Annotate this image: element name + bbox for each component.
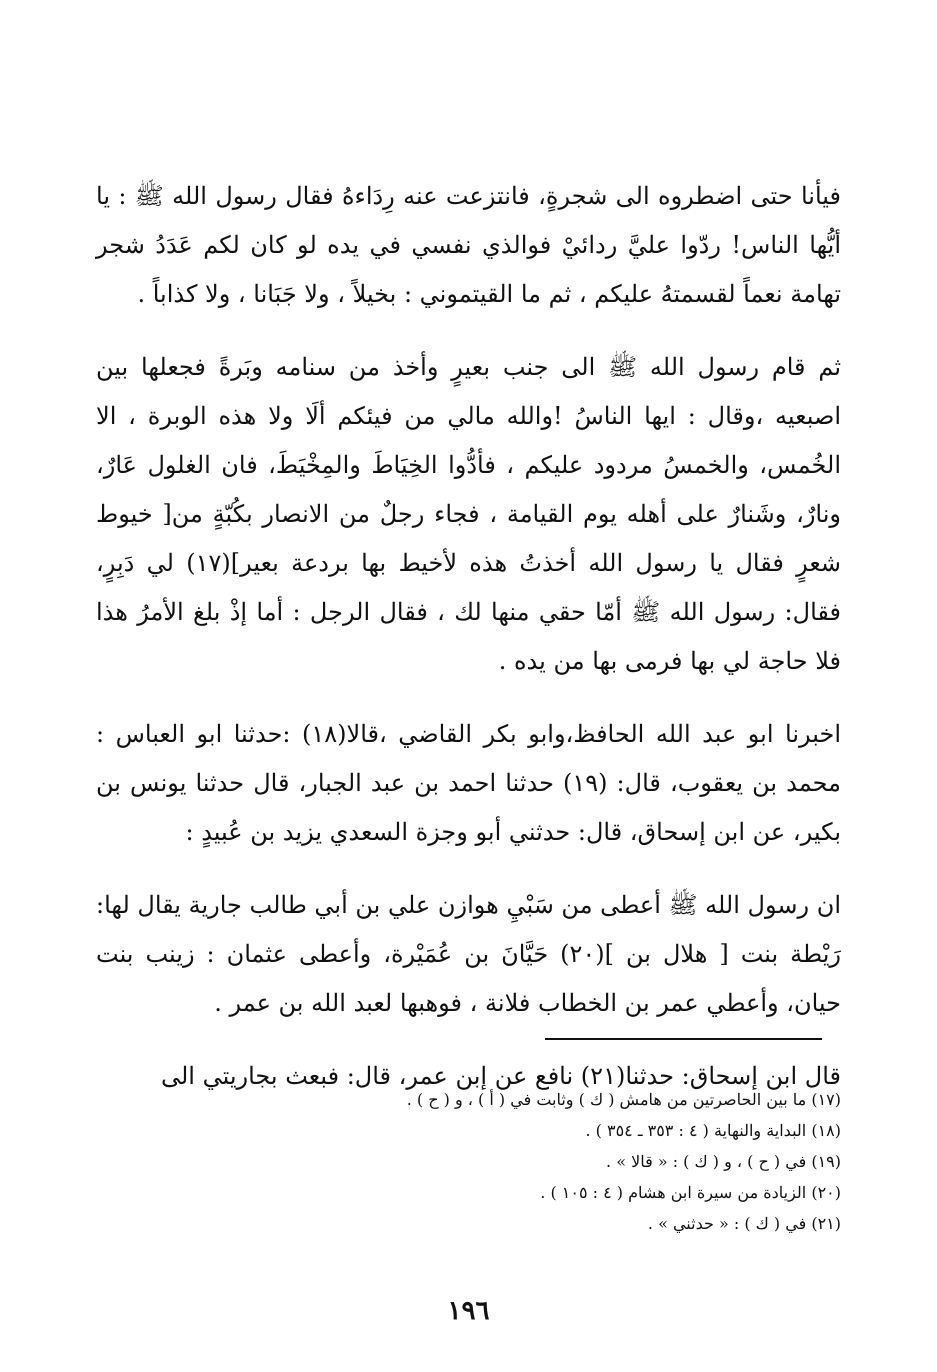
paragraph-4: ان رسول الله ﷺ أعطى من سَبْيِ هوازن علي بن أبي طالب جارية يقال لها: رَيْطة بنت [ هلال بن ](٢٠) حَيَّانَ بن عُمَيْرة، وأعطى عثمان : زينب بنت حيان، وأعطي عمر بن الخطاب فلانة ، فوهبها لعبد الله بن عمر . (95, 891, 841, 1017)
paragraph-5: قال ابن إسحاق: حدثنا(٢١) نافع عن إبن عمر، قال: فبعث بجاريتي الى (160, 1062, 841, 1090)
page-number: ١٩٦ (447, 1296, 490, 1326)
footnote-20: (٢٠) الزيادة من سيرة ابن هشام ( ٤ : ١٠٥ ) . (540, 1183, 841, 1202)
footnote-17: (١٧) ما بين الحاصرتين من هامش ( ك ) وثابت في ( أ ) ، و ( ح ) . (406, 1090, 841, 1109)
footnote-separator (545, 1038, 822, 1040)
footnote-21: (٢١) في ( ك ) : « حدثني » . (647, 1214, 841, 1233)
paragraph-2: ثم قام رسول الله ﷺ الى جنب بعيرٍ وأخذ من سنامه وبَرةً فجعلها بين اصبعيه ،وقال : ايها الناسُ !والله مالي من فيئكم ألَا ولا هذه الوبرة ، الا الخُمس، والخمسُ مردود عليكم ، فأدُّوا الخِيَاطَ والمِخْيَطَ، فان الغلول عَارٌ، ونارٌ، وشَنارٌ على أهله يوم القيامة ، فجاء رجلٌ من الانصار بكُبّةٍ من[ خيوط شعرٍ فقال يا رسول الله أخذتُ هذه لأخيط بها بردعة بعير](١٧) لي دَبِرٍ، فقال: رسول الله ﷺ أمّا حقي منها لك ، فقال الرجل : أما إذْ بلغ الأمرُ هذا فلا حاجة لي بها فرمى بها من يده . (96, 353, 842, 675)
paragraph-3: اخبرنا ابو عبد الله الحافظ،وابو بكر القاضي ،قالا(١٨) :حدثنا ابو العباس : محمد بن يعقوب، قال: (١٩) حدثنا احمد بن عبد الجبار، قال حدثنا يونس بن بكير، عن ابن إسحاق، قال: حدثني أبو وجزة السعدي يزيد بن عُبيدٍ : (96, 720, 842, 846)
paragraph-1: فيأنا حتى اضطروه الى شجرةٍ، فانتزعت عنه رِدَاءهُ فقال رسول الله ﷺ : يا أيُّها الناس! ردّوا عليَّ ردائيْ فوالذي نفسي في يده لو كان لكم عَدَدُ شجر تهامة نعماً لقسمتهُ عليكم ، ثم ما القيتموني : بخيلاً ، ولا جَبَانا ، ولا كذاباً . (96, 182, 841, 308)
footnote-18: (١٨) البداية والنهاية ( ٤ : ٣٥٣ ـ ٣٥٤ ) . (585, 1121, 841, 1140)
footnotes (96, 1084, 841, 1239)
footnote-19: (١٩) في ( ح ) ، و ( ك ) : « قالا » . (606, 1152, 841, 1171)
main-text (96, 172, 841, 1125)
